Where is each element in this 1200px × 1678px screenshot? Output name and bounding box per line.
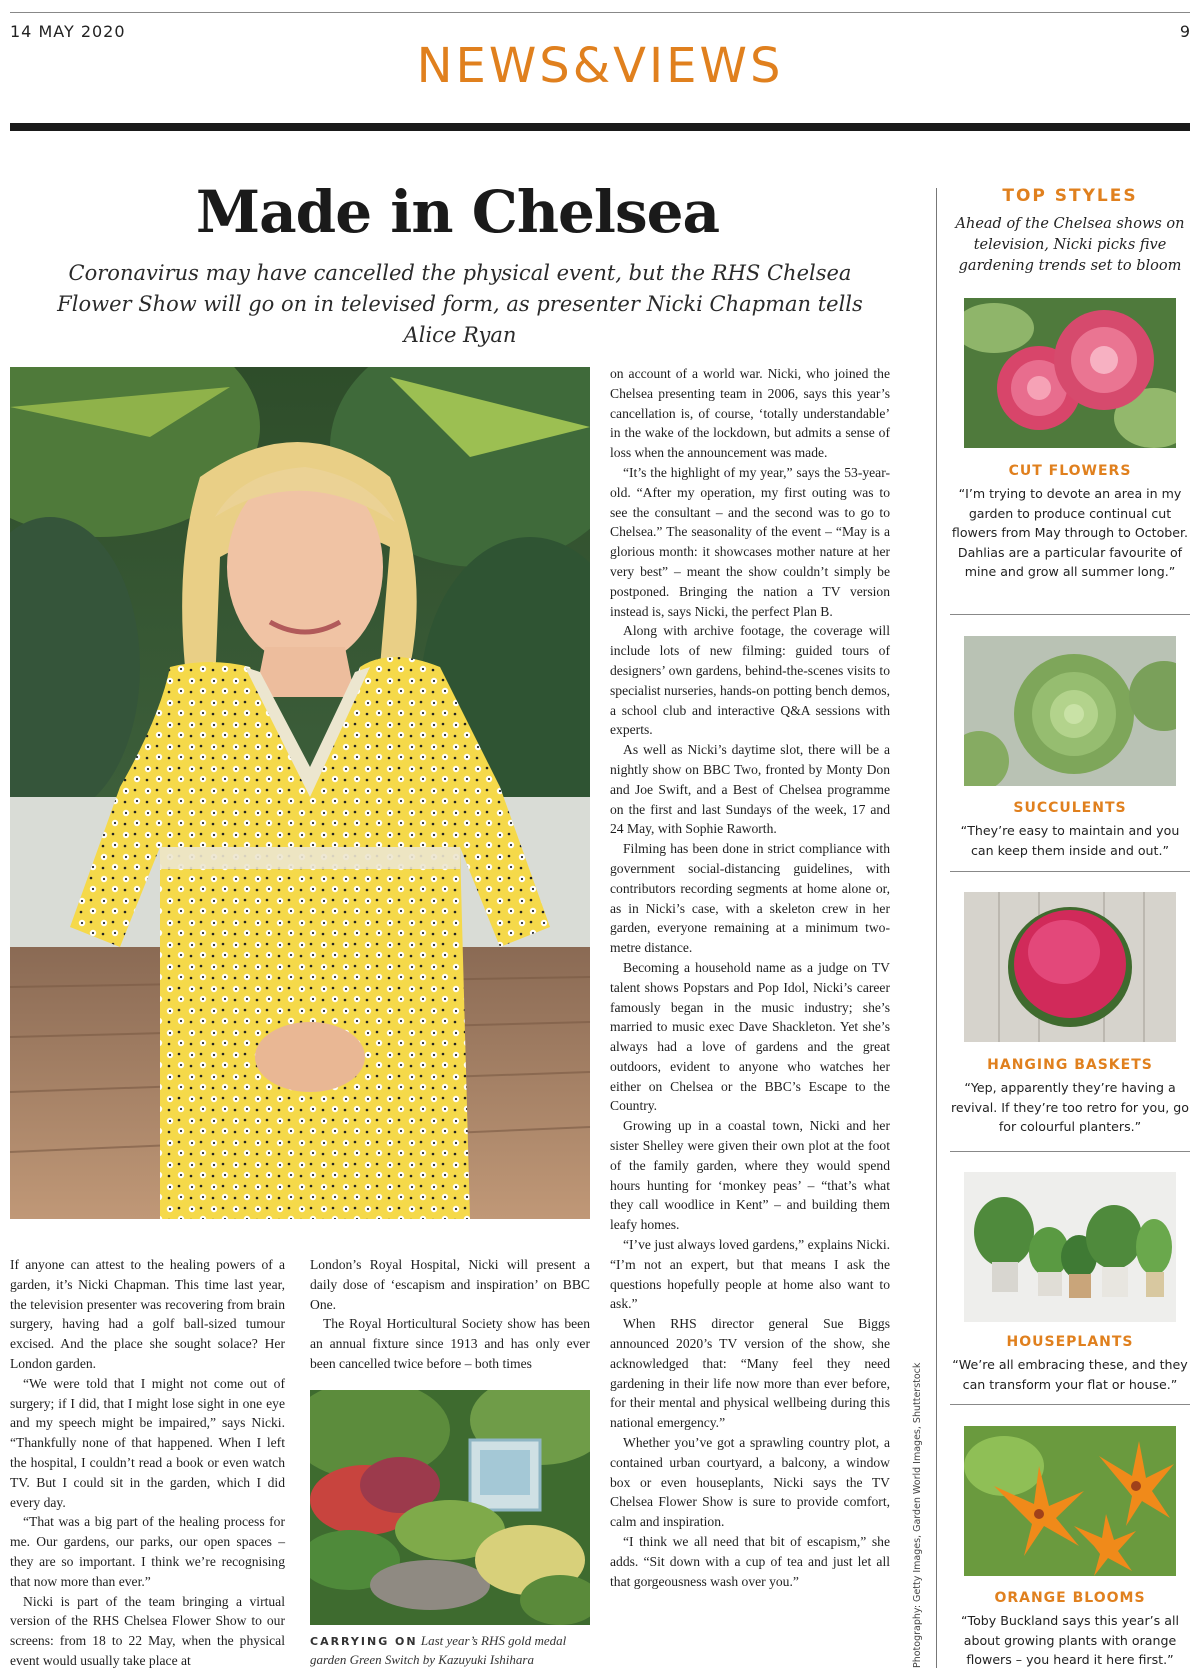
sidebar-heading-houseplants: HOUSEPLANTS xyxy=(1006,1334,1134,1350)
sidebar-heading-orange-blooms: ORANGE BLOOMS xyxy=(994,1590,1146,1606)
houseplants-photo xyxy=(964,1172,1176,1322)
hanging-basket-photo xyxy=(964,892,1176,1042)
body-paragraph: on account of a world war. Nicki, who joined the Chelsea presenting team in 2006, says this year’s cancellation is, of course, ‘totally understandable’ in the wake of the lockdown, but admits a sense of loss when the announcement was made. xyxy=(610,366,890,461)
sidebar-rule xyxy=(950,1404,1190,1405)
header-top-rule xyxy=(10,12,1190,13)
body-paragraph: Filming has been done in strict compliance with government social-distancing guidelines, with contributors recording segments at home alone or, as in Nicki’s case, with a skeleton crew in her garden, everyone remaining at a minimum two-metre distance. xyxy=(610,841,890,956)
body-paragraph: “We were told that I might not come out of surgery; if I did, that I might lose sight in one eye and my speech might be impaired,” says Nicki. “Thankfully none of that happened. When I left the hospital, I couldn’t read a book or even watch TV. But I could sit in the garden, which I did every day. xyxy=(10,1375,285,1510)
article-column-1 xyxy=(10,1255,285,1671)
issue-date: 14 MAY 2020 xyxy=(10,22,126,41)
main-photo-nicki-chapman xyxy=(10,367,590,1219)
body-paragraph: The Royal Horticultural Society show has been an annual fixture since 1913 and has only ever been cancelled twice before – both times xyxy=(310,1316,590,1371)
sidebar-heading-cut-flowers: CUT FLOWERS xyxy=(1008,463,1132,479)
sidebar-divider xyxy=(936,188,937,1668)
sidebar-intro: Ahead of the Chelsea shows on television, Nicki picks five gardening trends set to bloom xyxy=(955,216,1185,274)
succulent-photo xyxy=(964,636,1176,786)
sidebar-quote-houseplants: “We’re all embracing these, and they can transform your flat or house.” xyxy=(952,1357,1188,1392)
section-logo: NEWS&VIEWS xyxy=(416,38,784,94)
sidebar-rule xyxy=(950,614,1190,615)
body-paragraph: As well as Nicki’s daytime slot, there will be a nightly show on BBC Two, fronted by Monty Don and Joe Swift, and a Best of Chelsea programme on the first and last Sundays of the week, 17 and 24 May, with Sophie Raworth. xyxy=(610,742,890,837)
photo-credit: Photography: Getty Images, Garden World Images, Shutterstock xyxy=(912,1362,923,1668)
body-paragraph: If anyone can attest to the healing powers of a garden, it’s Nicki Chapman. This time last year, the television presenter was recovering from brain surgery, having had a golf ball-sized tumour excised. And the place she sought solace? Her London garden. xyxy=(10,1257,285,1371)
article-column-2 xyxy=(310,1255,590,1374)
sidebar-quote-succulents: “They’re easy to maintain and you can keep them inside and out.” xyxy=(960,823,1180,858)
body-paragraph: Becoming a household name as a judge on TV talent shows Popstars and Pop Idol, Nicki’s career famously began in the music industry; she’s married to music exec Dave Shackleton. Yet she’s always had a love of gardens and the great outdoors, evident to anyone who watches her either on Chelsea or the BBC’s Escape to the Country. xyxy=(610,959,890,1114)
headline: Made in Chelsea xyxy=(195,178,720,246)
standfirst: Coronavirus may have cancelled the physical event, but the RHS Chelsea Flower Show will go on in televised form, as presenter Nicki Chapman tells Alice Ryan xyxy=(57,261,863,347)
sidebar-rule xyxy=(950,871,1190,872)
body-paragraph: “I’ve just always loved gardens,” explains Nicki. “I’m not an expert, but that means I ask the questions hopefully people at home also want to ask.” xyxy=(610,1237,890,1312)
dahlia-photo xyxy=(964,298,1176,448)
sidebar-quote-orange-blooms: “Toby Buckland says this year’s all about growing plants with orange flowers – you heard it here first.” xyxy=(961,1613,1179,1667)
garden-photo-green-switch xyxy=(310,1390,590,1625)
sidebar-quote-cut-flowers: “I’m trying to devote an area in my garden to produce continual cut flowers from May through to October. Dahlias are a particular favourite of mine and grow all summer long.” xyxy=(951,486,1189,579)
body-paragraph: “I think we all need that bit of escapism,” she adds. “Sit down with a cup of tea and just let all that gorgeousness wash over you.” xyxy=(610,1534,890,1589)
sidebar-heading-succulents: SUCCULENTS xyxy=(1013,800,1127,816)
body-paragraph: Along with archive footage, the coverage will include lots of new filming: guided tours of designers’ own gardens, behind-the-scenes visits to specialist nurseries, hands-on potting bench demos, a school club and interactive Q&A sessions with experts. xyxy=(610,623,890,738)
caption-kicker: CARRYING ON xyxy=(310,1635,418,1648)
sidebar-quote-hanging-baskets: “Yep, apparently they’re having a revival. If they’re too retro for you, go for colourful planters.” xyxy=(951,1080,1189,1134)
header-thick-rule xyxy=(10,123,1190,131)
body-paragraph: “It’s the highlight of my year,” says the 53-year-old. “After my operation, my first outing was to see the consultant – and the second was to go to Chelsea.” The seasonality of the event – “May is a glorious month: it showcases mother nature at her very best” – meant the show couldn’t simply be postponed. Bringing the nation a TV version instead is, says Nicki, the perfect Plan B. xyxy=(610,464,890,619)
photo-caption xyxy=(310,1632,595,1669)
body-paragraph: Whether you’ve got a sprawling country plot, a contained urban courtyard, a balcony, a window box or even houseplants, Nicki says the TV Chelsea Flower Show is sure to provide comfort, calm and inspiration. xyxy=(610,1435,890,1530)
page-number: 9 xyxy=(1179,22,1190,41)
body-paragraph: London’s Royal Hospital, Nicki will present a daily dose of ‘escapism and inspiration’ on BBC One. xyxy=(310,1257,590,1312)
body-paragraph: When RHS director general Sue Biggs announced 2020’s TV version of the show, she acknowledged that: “Many feel they need gardening in their life now more than ever before, for their mental and physical wellbeing during this national emergency.” xyxy=(610,1316,890,1431)
sidebar-rule xyxy=(950,1151,1190,1152)
body-paragraph: Nicki is part of the team bringing a virtual version of the RHS Chelsea Flower Show to our screens: from 18 to 22 May, when the physical event would usually take place at xyxy=(10,1593,285,1668)
sidebar-heading-hanging-baskets: HANGING BASKETS xyxy=(987,1057,1153,1073)
caption-text: Last year’s RHS gold medal garden Green Switch by Kazuyuki Ishihara xyxy=(310,1633,567,1667)
body-paragraph: “That was a big part of the healing process for me. Our gardens, our parks, our open spaces – they are so important. I think we’re recognising that now more than ever.” xyxy=(10,1514,285,1589)
orange-lilies-photo xyxy=(964,1426,1176,1576)
sidebar-title: TOP STYLES xyxy=(1002,186,1138,206)
article-column-3 xyxy=(610,364,890,1591)
body-paragraph: Growing up in a coastal town, Nicki and her sister Shelley were given their own plot at the foot of the family garden, where they would spend hours hunting for ‘monkey peas’ – “that’s what they call woodlice in Kent” – and building them leafy homes. xyxy=(610,1118,890,1233)
